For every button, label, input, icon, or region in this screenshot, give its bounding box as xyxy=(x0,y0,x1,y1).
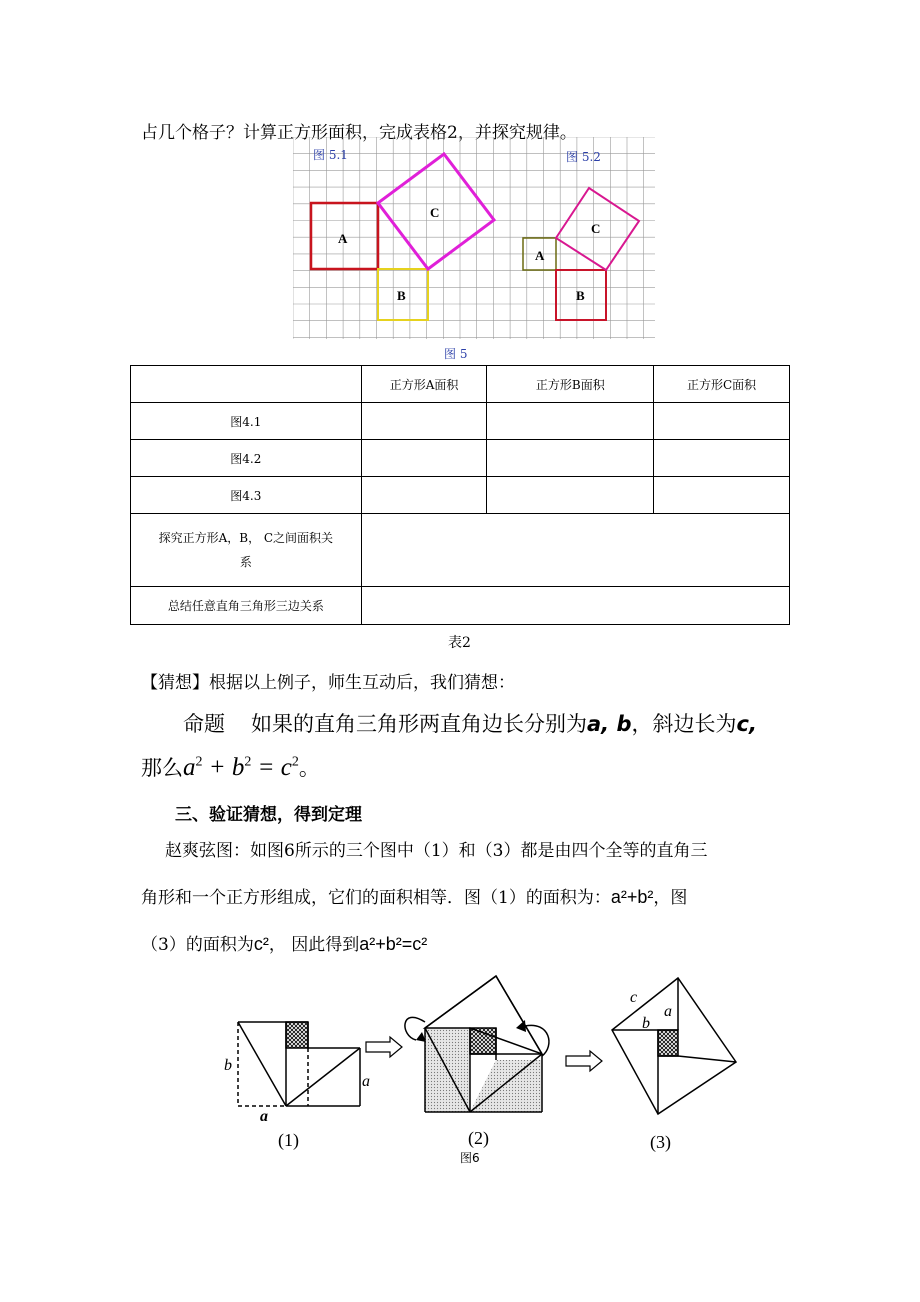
guess-paragraph: 【猜想】根据以上例子，师生互动后，我们猜想： xyxy=(141,673,515,693)
figure-5-2-label: 图 5.2 xyxy=(566,150,601,164)
cell-area-a[interactable] xyxy=(361,403,487,440)
cell-area-a[interactable] xyxy=(361,477,487,514)
cell-area-c[interactable] xyxy=(654,477,790,514)
explore-answer-cell[interactable] xyxy=(361,514,789,587)
arrow-1-to-2 xyxy=(366,1037,402,1057)
table-row-summary xyxy=(131,587,790,625)
cell-area-b[interactable] xyxy=(487,477,654,514)
eq-b: b xyxy=(231,754,245,781)
eq-plus: + xyxy=(202,754,232,781)
row-label: 图4.3 xyxy=(131,477,362,514)
figure-6-diagram-1 xyxy=(238,1022,360,1106)
proposition-equation-line xyxy=(141,752,320,782)
cell-area-b[interactable] xyxy=(487,403,654,440)
paragraph-2-tail: ，图 xyxy=(653,888,688,908)
paragraph-2-text: 角形和一个正方形组成，它们的面积相等．图（1）的面积为： xyxy=(141,888,611,908)
paragraph-3-math-theorem: a²+b²=c² xyxy=(359,934,428,954)
row-label: 图4.2 xyxy=(131,440,362,477)
header-area-a: 正方形A面积 xyxy=(361,366,487,403)
table-caption: 表2 xyxy=(448,635,471,651)
proposition-var-c: c xyxy=(736,712,749,736)
paragraph-2 xyxy=(141,883,687,908)
eq-c: c xyxy=(280,754,292,781)
fig6-1-label-a-bottom: a xyxy=(260,1108,268,1125)
cell-area-b[interactable] xyxy=(487,440,654,477)
paragraph-3-text: （3）的面积为 xyxy=(141,935,254,955)
pythagorean-equation xyxy=(183,754,299,781)
paragraph-3-mid: ， 因此得到 xyxy=(268,935,360,955)
figure-6 xyxy=(220,966,760,1176)
section-3-heading: 三、验证猜想，得到定理 xyxy=(175,805,362,825)
figure-5-grid xyxy=(293,137,655,339)
explore-label xyxy=(131,514,362,587)
eq-exp-b: 2 xyxy=(244,754,252,770)
fig51-label-c: C xyxy=(430,205,440,220)
proposition-line xyxy=(183,708,757,738)
eq-a: a xyxy=(183,754,196,781)
table-row xyxy=(131,440,790,477)
paragraph-1: 赵爽弦图：如图6所示的三个图中（1）和（3）都是由四个全等的直角三 xyxy=(165,841,708,861)
proposition-lead: 那么 xyxy=(141,756,183,780)
cell-area-c[interactable] xyxy=(654,440,790,477)
eq-equals: = xyxy=(251,754,281,781)
eq-exp-c: 2 xyxy=(291,754,299,770)
fig52-label-a: A xyxy=(535,248,545,263)
header-area-b: 正方形B面积 xyxy=(487,366,654,403)
fig6-1-label-b: b xyxy=(224,1057,232,1074)
figure-6-diagram-2 xyxy=(405,976,549,1112)
fig6-3-label-c: c xyxy=(630,989,638,1006)
eq-exp-a: 2 xyxy=(195,754,203,770)
cell-area-a[interactable] xyxy=(361,440,487,477)
explore-line-1: 探究正方形A，B， C之间面积关 xyxy=(158,531,334,545)
proposition-vars-ab: a, b xyxy=(587,712,632,736)
paragraph-2-math: a²+b² xyxy=(610,887,654,907)
paragraph-3 xyxy=(141,930,427,955)
proposition-text-1: 如果的直角三角形两直角边长分别为 xyxy=(251,712,587,736)
summary-answer-cell[interactable] xyxy=(361,587,789,625)
fig51-label-b: B xyxy=(397,288,406,303)
proposition-label: 命题 xyxy=(183,712,225,736)
row-label: 图4.1 xyxy=(131,403,362,440)
table-row xyxy=(131,477,790,514)
fig6-3-label-a: a xyxy=(664,1003,672,1020)
explore-line-2: 系 xyxy=(239,555,252,569)
table-row xyxy=(131,403,790,440)
figure-5-caption: 图 5 xyxy=(444,347,468,361)
intro-line: 占几个格子？计算正方形面积，完成表格2，并探究规律。 xyxy=(141,123,577,143)
summary-label: 总结任意直角三角形三边关系 xyxy=(131,587,362,625)
table-header-row xyxy=(131,366,790,403)
cell-area-c[interactable] xyxy=(654,403,790,440)
fig51-label-a: A xyxy=(338,231,348,246)
fig6-sub-2: (2) xyxy=(468,1128,489,1148)
header-empty xyxy=(131,366,362,403)
header-area-c: 正方形C面积 xyxy=(654,366,790,403)
proposition-comma: , xyxy=(748,712,757,736)
figure-5-1-label: 图 5.1 xyxy=(313,148,348,162)
fig52-label-b: B xyxy=(576,288,585,303)
table-2 xyxy=(130,365,790,625)
figure-6-caption: 图6 xyxy=(460,1151,480,1165)
fig6-sub-1: (1) xyxy=(278,1130,299,1150)
fig6-sub-3: (3) xyxy=(650,1132,671,1152)
fig6-1-label-a-right: a xyxy=(362,1073,370,1090)
paragraph-3-math-c2: c² xyxy=(253,934,269,954)
proposition-text-2: ，斜边长为 xyxy=(631,712,737,736)
proposition-end: 。 xyxy=(298,756,320,780)
fig6-3-label-b: b xyxy=(642,1015,650,1032)
fig52-label-c: C xyxy=(591,221,601,236)
arrow-2-to-3 xyxy=(566,1051,602,1071)
table-row-explore xyxy=(131,514,790,587)
